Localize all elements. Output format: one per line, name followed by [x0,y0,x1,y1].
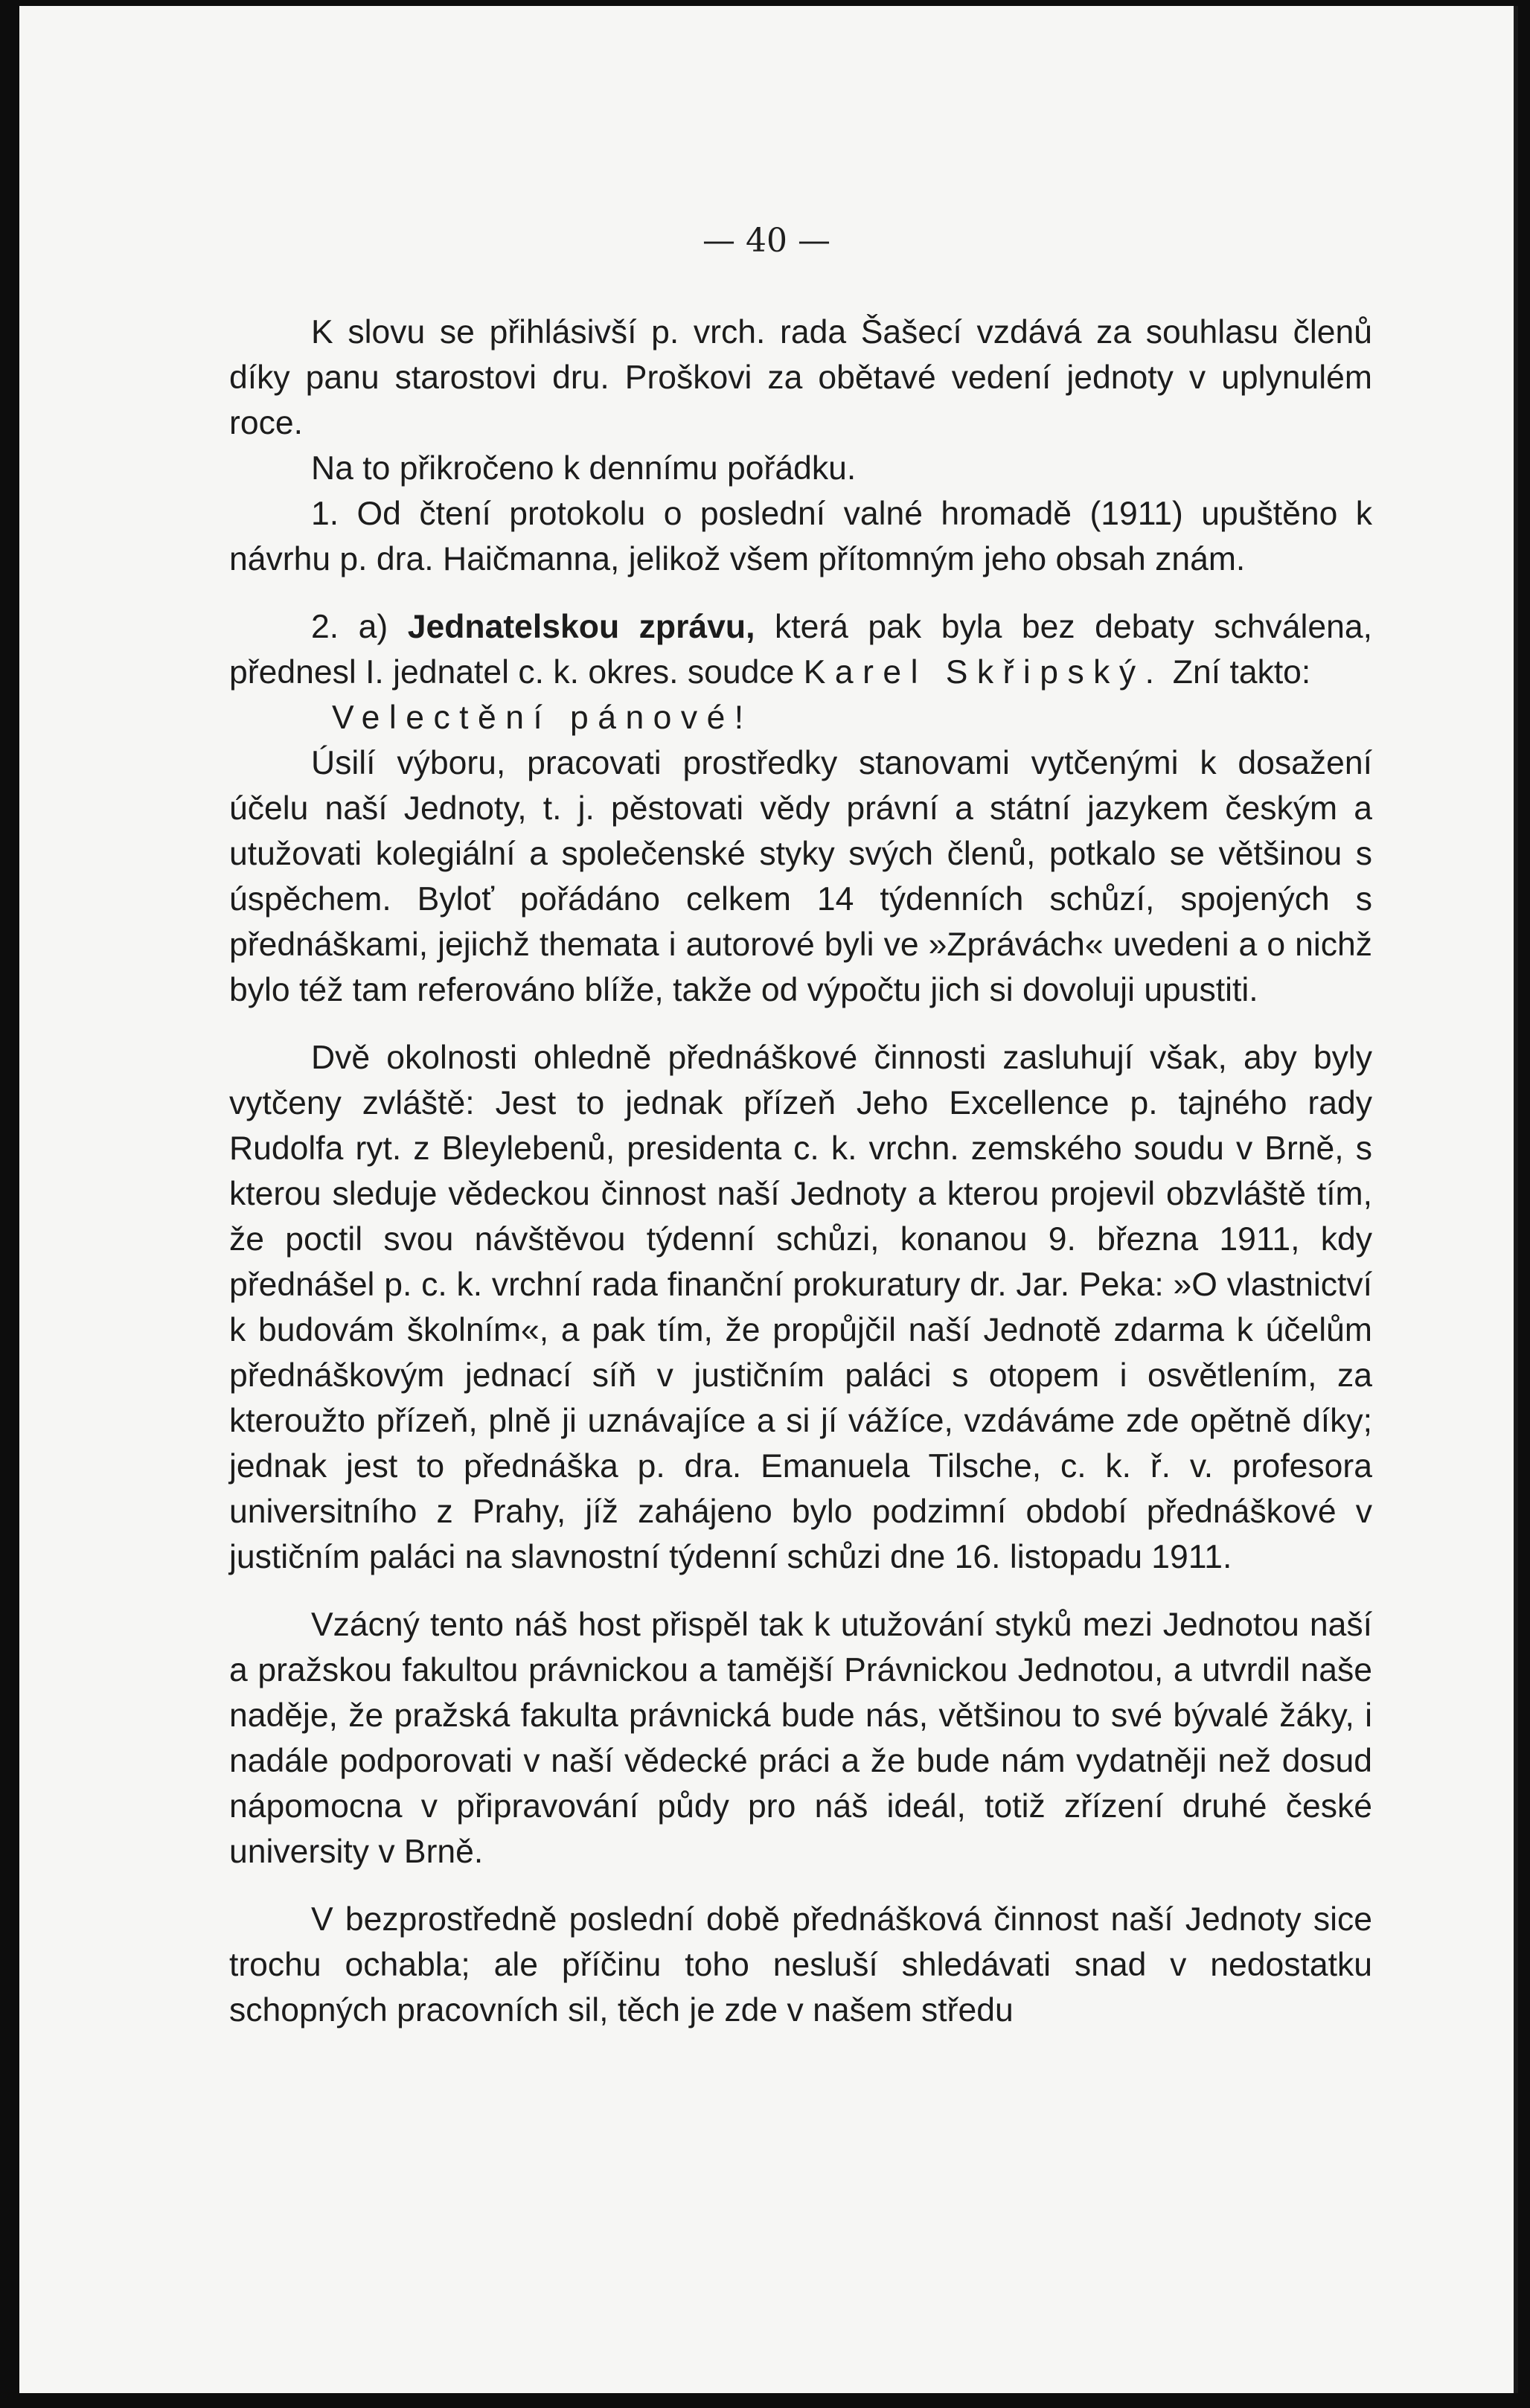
report-paragraph-4: V bezprostředně poslední době přednášková činnost naší Jednoty sice trochu ochabla; ale příčinu toho nesluší shledávati snad v nedostatku schopných pracovních sil, těch je zde v našem středu [229,1901,1372,2028]
item-2-lead: 2. a) [311,609,388,645]
page-number: — 40 — [702,222,830,260]
paragraph-item-1: 1. Od čtení protokolu o poslední valné hromadě (1911) upuštěno k návrhu p. dra. Haičmanna, jelikož všem přítomným jeho obsah znám. [229,496,1372,577]
report-paragraph-1: Úsilí výboru, pracovati prostředky stanovami vytčenými k dosažení účelu naší Jednoty, t. j. pěstovati vědy právní a státní jazykem českým a utužovati kolegiální a společenské styky svých členů, potkalo se většinou s úspěchem. Byloť pořádáno celkem 14 týdenních schůzí, spojených s přednáškami, jejichž themata i autorové byli ve »Zprávách« uvedeni a o nichž bylo též tam referováno blíže, takže od výpočtu jich si dovoluji upustiti. [229,745,1372,1008]
salutation: Velectění pánové! [332,699,753,736]
item-2-text: která pak byla bez debaty schválena, přednesl I. jednatel c. k. okres. soudce [229,609,1372,691]
body-text [229,310,1372,2033]
document-page [19,6,1518,2393]
item-2-bold-title: Jednatelskou zprávu, [407,609,755,645]
item-2-name: Karel Skřipský. [803,654,1164,691]
paragraph-item-2 [229,604,1372,695]
report-paragraph-2: Dvě okolnosti ohledně přednáškové činnosti zasluhují však, aby byly vytčeny zvláště: Jest to jednak přízeň Jeho Excellence p. tajného rady Rudolfa ryt. z Bleylebenů, presidenta c. k. vrchn. zemského soudu v Brně, s kterou sleduje vědeckou činnost naší Jednoty a kterou projevil obzvláště tím, že poctil svou návštěvou týdenní schůzi, konanou 9. března 1911, kdy přednášel p. c. k. vrchní rada finanční prokuratury dr. Jar. Peka: »O vlastnictví k budovám školním«, a pak tím, že propůjčil naší Jednotě zdarma k účelům přednáškovým jednací síň v justičním paláci s otopem i osvětlením, za kteroužto přízeň, plně ji uznávajíce a si jí vážíce, vzdáváme zde opětně díky; jednak jest to přednáška p. dra. Emanuela Tilsche, c. k. ř. v. profesora universitního z Prahy, jíž zahájeno bylo podzimní období přednáškové v justičním paláci na slavnostní týdenní schůzi dne 16. listopadu 1911. [229,1040,1372,1575]
item-2-after: Zní takto: [1172,654,1311,691]
paragraph-opening: K slovu se přihlásivší p. vrch. rada Šašecí vzdává za souhlasu členů díky panu starostovi dru. Proškovi za obětavé vedení jednoty v uplynulém roce. [229,314,1372,441]
paragraph-agenda: Na to přikročeno k dennímu pořádku. [311,450,857,487]
report-paragraph-3: Vzácný tento náš host přispěl tak k utužování styků mezi Jednotou naší a pražskou fakultou právnickou a tamější Právnickou Jednotou, a utvrdil naše naděje, že pražská fakulta právnická bude nás, většinou to své bývalé žáky, i nadále podporovati v naší vědecké práci a že bude nám vydatněji než dosud nápomocna v připravování půdy pro náš ideál, totiž zřízení druhé české university v Brně. [229,1607,1372,1870]
